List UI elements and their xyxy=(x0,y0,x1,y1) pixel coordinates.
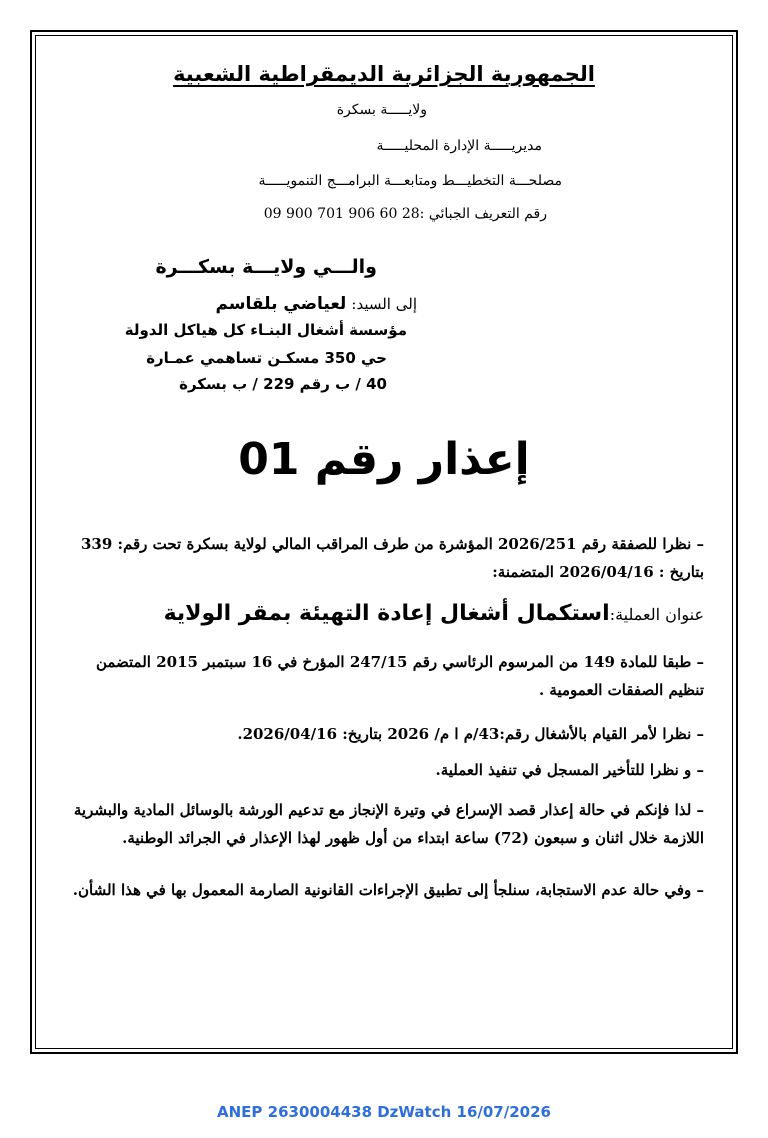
paragraph-order: – نظرا لأمر القيام بالأشغال رقم:43/م ا م/ 2026 بتاريخ: 2026/04/16. xyxy=(237,725,704,743)
recipient-address-2: 40 / ب رقم 229 / ب بسكرة xyxy=(179,375,387,393)
wali-line: والـــي ولايـــة بسكـــرة xyxy=(155,256,377,278)
service-line: مصلحـــة التخطيـــط ومتابعـــة البرامـــج التنمويـــــة xyxy=(258,173,562,189)
paragraph-decree: – طبقا للمادة 149 من المرسوم الرئاسي رقم 247/15 المؤرخ في 16 سبتمبر 2015 المتضمن تنظيم الصفقات العمومية . xyxy=(95,653,704,699)
wilaya-line: ولايـــــة بسكرة xyxy=(336,102,427,118)
tax-id-line: رقم التعريف الجبائي :28 60 906 701 900 09 xyxy=(263,206,547,222)
directorate-line: مديريـــــة الإدارة المحليـــــة xyxy=(376,138,542,154)
recipient-name: لعياضي بلقاسم xyxy=(215,294,347,314)
notice-title: إعذار رقم 01 xyxy=(238,434,530,485)
paragraph-notice: – لذا فإنكم في حالة إعذار قصد الإسراع في وتيرة الإنجاز مع تدعيم الورشة بالوسائل المادية والبشرية اللازمة خلال اثنان و سبعون (72) ساعة ابتداء من أول ظهور لهذا الإعذار في الجرائد الوطنية. xyxy=(73,801,704,847)
recipient-company: مؤسسة أشغال البنـاء كل هياكل الدولة xyxy=(124,321,407,339)
recipient-address-1: حي 350 مسكـن تساهمي عمـارة xyxy=(146,349,387,367)
paragraph-contract: – نظرا للصفقة رقم 2026/251 المؤشرة من طرف المراقب المالي لولاية بسكرة تحت رقم: 339 بتاريخ : 2026/04/16 المتضمنة: xyxy=(80,535,704,581)
operation-label: عنوان العملية: xyxy=(609,605,704,624)
document-frame xyxy=(30,30,738,1054)
republic-title: الجمهورية الجزائرية الديمقراطية الشعبية xyxy=(173,62,595,86)
paragraph-delay: – و نظرا للتأخير المسجل في تنفيذ العملية. xyxy=(435,761,704,779)
recipient-line xyxy=(215,294,417,314)
recipient-prefix: إلى السيد: xyxy=(351,295,417,313)
operation-name: استكمال أشغال إعادة التهيئة بمقر الولاية xyxy=(163,601,610,626)
document-inner-frame xyxy=(35,35,733,1049)
footer-reference: ANEP 2630004438 DzWatch 16/07/2026 xyxy=(217,1103,551,1121)
paragraph-consequence: – وفي حالة عدم الاستجابة، سنلجأ إلى تطبيق الإجراءات القانونية الصارمة المعمول بها في هذا الشأن. xyxy=(72,881,704,899)
operation-line xyxy=(64,600,704,629)
